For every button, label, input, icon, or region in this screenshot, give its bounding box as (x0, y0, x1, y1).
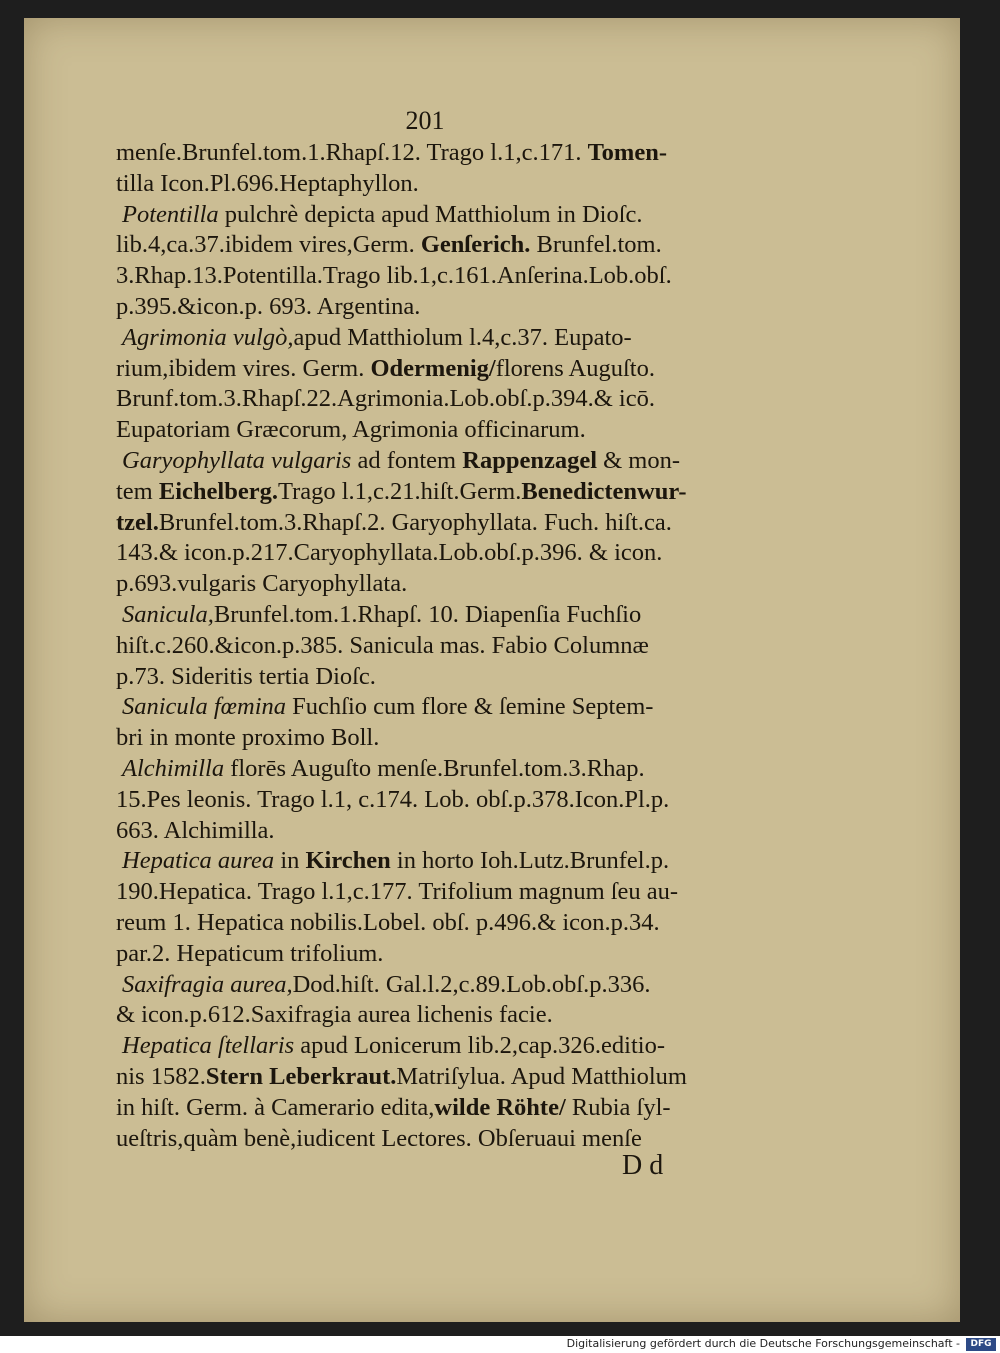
text-segment: tilla Icon.Pl.696.Heptaphyllon. (116, 169, 419, 197)
text-line (116, 384, 746, 415)
text-segment: menſe.Brunfel.tom.1.Rhapſ.12. Trago l.1,c.171. (116, 139, 588, 166)
text-segment: Rubia ſyl- (565, 1093, 671, 1121)
text-segment: wilde Röhte/ (434, 1093, 566, 1121)
text-line (116, 538, 746, 569)
text-line (116, 446, 746, 477)
text-line (116, 138, 746, 169)
text-segment: Eupatoriam Græcorum, Agrimonia officinarum. (116, 416, 586, 444)
text-line (116, 415, 746, 446)
text-line (116, 292, 746, 323)
text-segment: Hepatica ſtellaris (122, 1032, 295, 1060)
text-segment: Garyophyllata vulgaris (122, 446, 352, 474)
text-line (116, 970, 746, 1001)
footer-bar (0, 1336, 1000, 1353)
text-segment: Fuchſio cum flore & ſemine Septem- (286, 693, 654, 721)
text-segment: Dod.hiſt. Gal.l.2,c.89.Lob.obſ.p.336. (292, 970, 651, 998)
text-line (116, 939, 746, 970)
text-line (116, 169, 746, 200)
text-segment: Brunfel.tom.1.Rhapſ. 10. Diapenſia Fuchſio (213, 600, 642, 628)
text-line (116, 631, 746, 662)
text-segment: in hiſt. Germ. à Camerario edita, (116, 1093, 435, 1121)
text-line (116, 754, 746, 785)
text-segment: p.73. Sideritis tertia Dioſc. (116, 662, 376, 690)
dfg-logo: DFG (966, 1338, 996, 1351)
text-segment: Genſerich. (420, 231, 531, 259)
text-line (116, 508, 746, 539)
text-segment: apud Lonicerum lib.2,cap.326.editio- (294, 1032, 665, 1060)
text-line (116, 354, 746, 385)
text-segment: florēs Auguſto menſe.Brunfel.tom.3.Rhap. (224, 754, 645, 782)
text-segment: 143.& icon.p.217.Caryophyllata.Lob.obſ.p.396. & icon. (116, 539, 663, 567)
text-line (116, 662, 746, 693)
text-segment: Kirchen (305, 847, 391, 875)
book-page (24, 18, 960, 1322)
text-segment: Stern Leberkraut. (205, 1062, 397, 1090)
text-segment: ueſtris,quàm benè,iudicent Lectores. Obſeruaui menſe (116, 1124, 642, 1152)
text-line (116, 230, 746, 261)
text-segment: & icon.p.612.Saxifragia aurea lichenis facie. (116, 1001, 553, 1029)
text-segment: Brunfel.tom.3.Rhapſ.2. Garyophyllata. Fuch. hiſt.ca. (158, 508, 672, 536)
text-segment: rium,ibidem vires. Germ. (116, 354, 371, 382)
text-segment: tzel. (116, 508, 159, 536)
signature-mark: D d (622, 1150, 664, 1181)
text-line (116, 816, 746, 847)
text-segment: hiſt.c.260.&icon.p.385. Sanicula mas. Fabio Columnæ (116, 631, 649, 659)
text-segment: lib.4,ca.37.ibidem vires,Germ. (116, 231, 421, 259)
text-segment: reum 1. Hepatica nobilis.Lobel. obſ. p.496.& icon.p.34. (116, 908, 660, 936)
text-segment: par.2. Hepaticum trifolium. (116, 939, 384, 967)
text-line (116, 723, 746, 754)
text-segment: p.395.&icon.p. 693. Argentina. (116, 292, 421, 320)
text-segment: Brunfel.tom. (530, 231, 662, 259)
text-segment: 15.Pes leonis. Trago l.1, c.174. Lob. obſ.p.378.Icon.Pl.p. (116, 785, 670, 813)
text-segment: Brunf.tom.3.Rhapſ.22.Agrimonia.Lob.obſ.p.394.& icō. (116, 385, 655, 413)
text-line (116, 1093, 746, 1124)
text-segment: Rappenzagel (462, 446, 597, 474)
text-segment: ad fontem (351, 446, 463, 474)
text-segment: tem (116, 477, 159, 505)
text-line (116, 323, 746, 354)
text-segment: Benedictenwur- (521, 477, 687, 505)
text-segment: Odermenig/ (370, 354, 496, 382)
text-segment: 3.Rhap.13.Potentilla.Trago lib.1,c.161.Anſerina.Lob.obſ. (116, 262, 672, 290)
text-line (116, 1000, 746, 1031)
text-line (116, 1062, 746, 1093)
text-segment: Saxifragia aurea, (122, 970, 293, 998)
text-segment: Tomen- (587, 139, 668, 166)
text-line (116, 908, 746, 939)
text-segment: 190.Hepatica. Trago l.1,c.177. Trifolium magnum ſeu au- (116, 878, 679, 906)
text-segment: Matriſylua. Apud Matthiolum (396, 1062, 687, 1090)
text-line (116, 600, 746, 631)
text-segment: bri in monte proximo Boll. (116, 724, 380, 752)
text-segment: florens Auguſto. (495, 354, 655, 382)
text-segment: Alchimilla (122, 754, 225, 782)
text-segment: in horto Ioh.Lutz.Brunfel.p. (390, 847, 670, 875)
text-segment: nis 1582. (116, 1062, 206, 1090)
text-segment: Agrimonia vulgò, (122, 323, 294, 351)
body-text (116, 138, 746, 1154)
text-segment: Potentilla (122, 200, 219, 228)
text-segment: Hepatica aurea (122, 847, 275, 875)
text-segment: p.693.vulgaris Caryophyllata. (116, 570, 408, 598)
text-line (116, 692, 746, 723)
text-line (116, 1031, 746, 1062)
text-line (116, 877, 746, 908)
text-line (116, 200, 746, 231)
text-segment: Trago l.1,c.21.hiſt.Germ. (277, 477, 522, 505)
text-segment: Eichelberg. (158, 477, 278, 505)
text-segment: in (274, 847, 306, 875)
text-segment: pulchrè depicta apud Matthiolum in Dioſc. (218, 200, 643, 228)
text-line (116, 477, 746, 508)
text-segment: apud Matthiolum l.4,c.37. Eupato- (293, 323, 632, 351)
text-line (116, 569, 746, 600)
page-number: 201 (405, 106, 445, 135)
text-line (116, 785, 746, 816)
footer-credit: Digitalisierung gefördert durch die Deutsche Forschungsgemeinschaft - (566, 1337, 960, 1350)
text-segment: & mon- (597, 446, 681, 474)
text-line (116, 846, 746, 877)
text-segment: Sanicula, (122, 600, 214, 628)
text-segment: Sanicula fœmina (122, 693, 287, 721)
text-segment: 663. Alchimilla. (116, 816, 275, 844)
text-line (116, 261, 746, 292)
